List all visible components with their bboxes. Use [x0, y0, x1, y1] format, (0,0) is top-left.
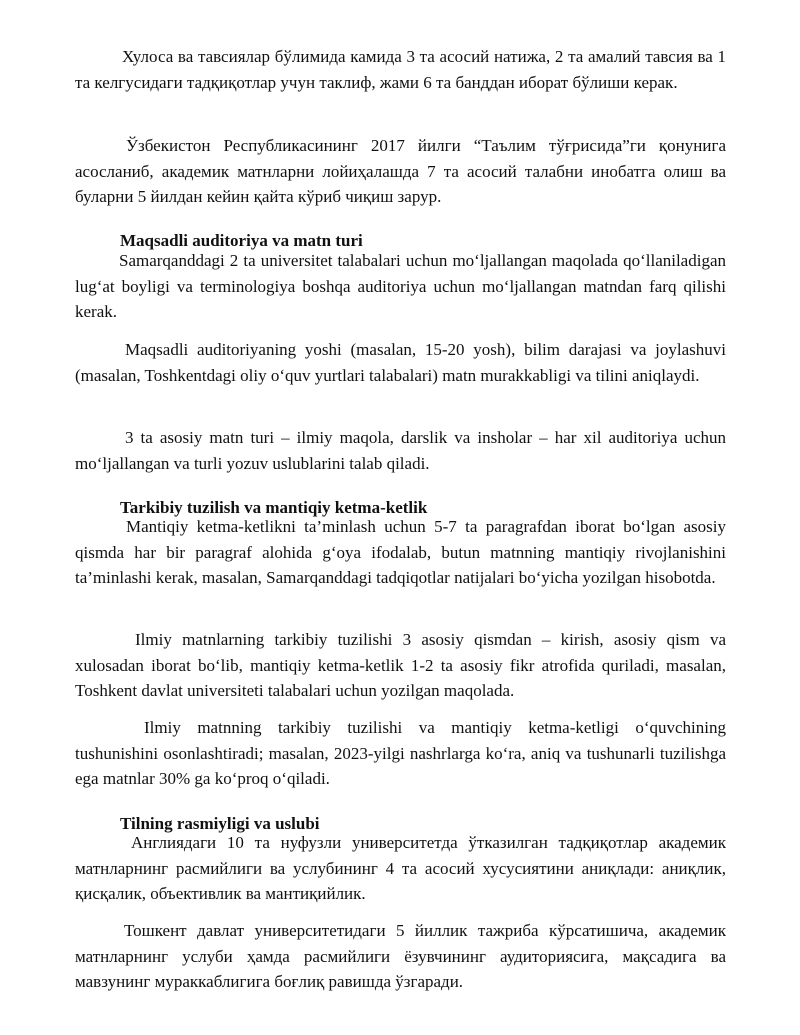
paragraph-text: Samarqanddagi 2 ta universitet talabalari uchun moʻljallangan maqolada qoʻllaniladigan lugʻat boyligi va terminologiya boshqa auditoriya uchun moʻljallangan matndan farq qilishi kerak.: [75, 251, 726, 321]
paragraph-logical-sequence: [75, 514, 726, 591]
section-heading-formality: Tilning rasmiyligi va uslubi: [120, 814, 320, 833]
paragraph-england-research: [75, 830, 726, 907]
paragraph-readability: [75, 715, 726, 792]
paragraph-text: Тошкент давлат университетидаги 5 йиллик тажриба кўрсатишича, академик матнларнинг услуби ҳамда расмийлиги ёзувчининг аудиториясига, мақсадига ва мавзунинг мураккаблигига боғлиқ равишда ўзгаради.: [75, 921, 726, 991]
section-heading-structure: Tarkibiy tuzilish va mantiqiy ketma-ketlik: [120, 498, 428, 517]
paragraph-three-parts: [75, 627, 726, 704]
paragraph-text: Mantiqiy ketma-ketlikni ta’minlash uchun 5-7 ta paragrafdan iborat boʻlgan asosiy qismda har bir paragraf alohida gʻoya ifodalab, butun matnning mantiqiy rivojlanishini ta’minlashi kerak, masalan, Samarqanddagi tadqiqotlar natijalari boʻyicha yozilgan hisobotda.: [75, 517, 726, 587]
paragraph-tashkent-experience: [75, 918, 726, 995]
paragraph-text: Ilmiy matnlarning tarkibiy tuzilishi 3 asosiy qismdan – kirish, asosiy qism va xulosadan iborat boʻlib, mantiqiy ketma-ketlik 1-2 ta asosiy fikr atrofida quriladi, masalan, Toshkent davlat universiteti talabalari uchun yozilgan maqolada.: [75, 630, 726, 700]
paragraph-text: Maqsadli auditoriyaning yoshi (masalan, 15-20 yosh), bilim darajasi va joylashuvi (masalan, Toshkentdagi oliy oʻquv yurtlari talabalari) matn murakkabligi va tilini aniqlaydi.: [75, 340, 726, 385]
paragraph-text: Хулоса ва тавсиялар бўлимида камида 3 та асосий натижа, 2 та амалий тавсия ва 1 та келгусидаги тадқиқотлар учун таклиф, жами 6 та банддан иборат бўлиши керак.: [75, 47, 726, 92]
paragraph-text: Ilmiy matnning tarkibiy tuzilishi va mantiqiy ketma-ketligi oʻquvchining tushunishini osonlashtiradi; masalan, 2023-yilgi nashrlarga koʻra, aniq va tushunarli tuzilishga ega matnlar 30% ga koʻproq oʻqiladi.: [75, 718, 726, 788]
paragraph-text: Ўзбекистон Республикасининг 2017 йилги “Таълим тўғрисида”ги қонунига асосланиб, академик матнларни лойиҳалашда 7 та асосий талабни инобатга олиш ва буларни 5 йилдан кейин қайта кўриб чиқиш зарур.: [75, 136, 726, 206]
paragraph-text: Англиядаги 10 та нуфузли университетда ўтказилган тадқиқотлар академик матнларнинг расмийлиги ва услубининг 4 та асосий хусусиятини аниқлади: аниқлик, қисқалик, объективлик ва мантиқийлик.: [75, 833, 726, 903]
paragraph-conclusions: [75, 44, 726, 95]
paragraph-audience-age: [75, 337, 726, 388]
paragraph-text-types: [75, 425, 726, 476]
section-heading-audience: Maqsadli auditoriya va matn turi: [120, 231, 363, 250]
paragraph-vocabulary: [75, 248, 726, 325]
paragraph-education-law: [75, 133, 726, 210]
paragraph-text: 3 ta asosiy matn turi – ilmiy maqola, darslik va insholar – har xil auditoriya uchun moʻljallangan va turli yozuv uslublarini talab qiladi.: [75, 428, 726, 473]
